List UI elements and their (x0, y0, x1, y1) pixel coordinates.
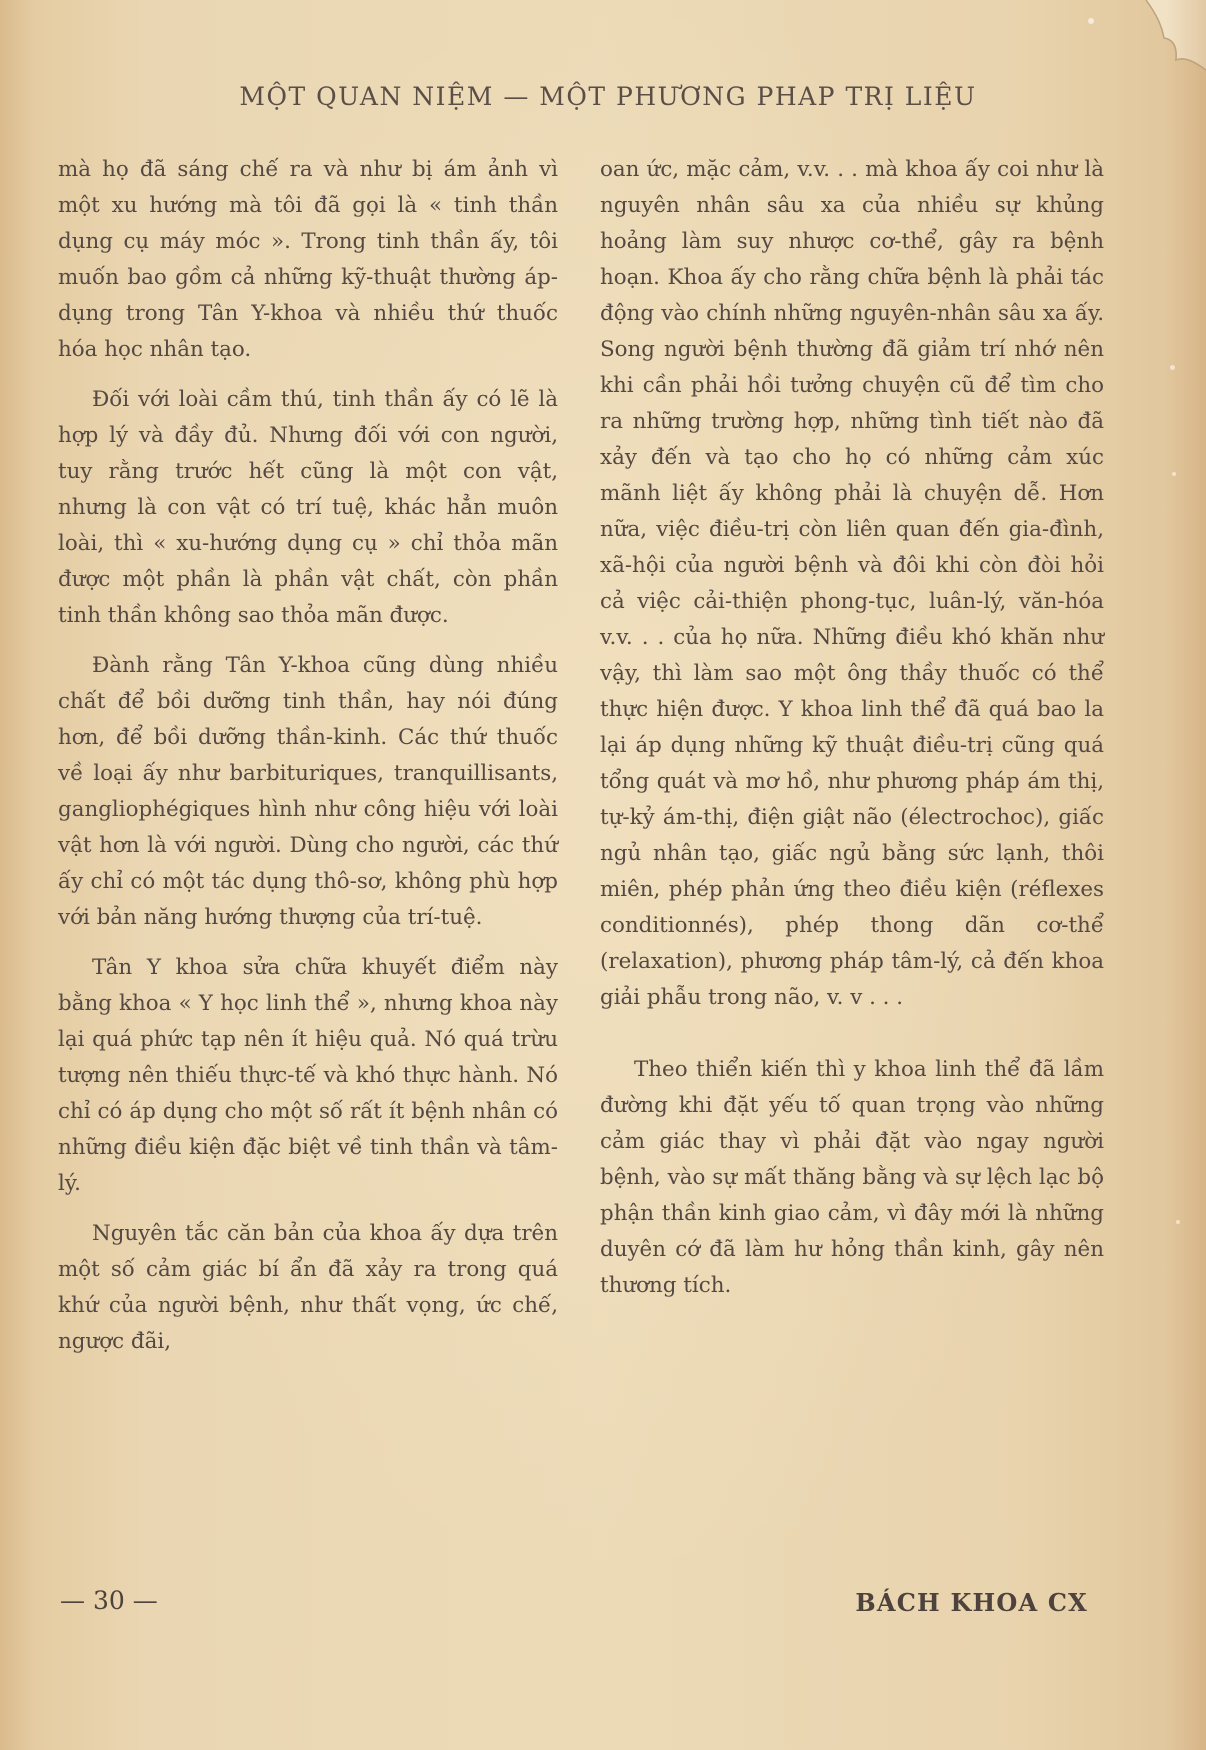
paper-speck (1176, 1220, 1180, 1224)
paragraph: oan ức, mặc cảm, v.v. . . mà khoa ấy coi như là nguyên nhân sâu xa của nhiều sự khủng hoảng làm suy nhược cơ-thể, gây ra bệnh hoạn. Khoa ấy cho rằng chữa bệnh là phải tác động vào chính những nguyên-nhân sâu xa ấy. Song người bệnh thường đã giảm trí nhớ nên khi cần phải hồi tưởng chuyện cũ để tìm cho ra những trường hợp, những tình tiết nào đã xảy đến và tạo cho họ có những cảm xúc mãnh liệt ấy không phải là chuyện dễ. Hơn nữa, việc điều-trị còn liên quan đến gia-đình, xã-hội của người bệnh và đôi khi còn đòi hỏi cả việc cải-thiện phong-tục, luân-lý, văn-hóa v.v. . . của họ nữa. Những điều khó khăn như vậy, thì làm sao một ông thầy thuốc có thể thực hiện được. Y khoa linh thể đã quá bao la lại áp dụng những kỹ thuật điều-trị cũng quá tổng quát và mơ hồ, như phương pháp ám thị, tự-kỷ ám-thị, điện giật não (électrochoc), giấc ngủ nhân tạo, giấc ngủ bằng sức lạnh, thôi miên, phép phản ứng theo điều kiện (réflexes conditionnés), phép thong dãn cơ-thể (relaxation), phương pháp tâm-lý, cả đến khoa giải phẫu trong não, v. v . . . (600, 157, 1104, 1010)
left-text-column (58, 152, 558, 1360)
paragraph: Tân Y khoa sửa chữa khuyết điểm này bằng khoa « Y học linh thể », nhưng khoa này lại quá phức tạp nên ít hiệu quả. Nó quá trừu tượng nên thiếu thực-tế và khó thực hành. Nó chỉ có áp dụng cho một số rất ít bệnh nhân có những điều kiện đặc biệt về tinh thần và tâm-lý. (58, 955, 558, 1196)
paragraph: Theo thiển kiến thì y khoa linh thể đã lầm đường khi đặt yếu tố quan trọng vào những cảm giác thay vì phải đặt vào ngay người bệnh, vào sự mất thăng bằng và sự lệch lạc bộ phận thần kinh giao cảm, vì đây mới là những duyên cớ đã làm hư hỏng thần kinh, gây nên thương tích. (600, 1057, 1104, 1298)
page-number: — 30 — (60, 1586, 158, 1615)
paragraph: Nguyên tắc căn bản của khoa ấy dựa trên một số cảm giác bí ẩn đã xảy ra trong quá khứ của người bệnh, như thất vọng, ức chế, ngược đãi, (58, 1221, 558, 1354)
right-text-column (600, 152, 1104, 1304)
paragraph: mà họ đã sáng chế ra và như bị ám ảnh vì một xu hướng mà tôi đã gọi là « tinh thần dụng cụ máy móc ». Trong tinh thần ấy, tôi muốn bao gồm cả những kỹ-thuật thường áp-dụng trong Tân Y-khoa và nhiều thứ thuốc hóa học nhân tạo. (58, 157, 558, 362)
running-header: MỘT QUAN NIỆM — MỘT PHƯƠNG PHAP TRỊ LIỆU (239, 82, 977, 111)
torn-corner-mark (1116, 0, 1206, 90)
paper-speck (1172, 472, 1176, 476)
paragraph: Đối với loài cầm thú, tinh thần ấy có lẽ là hợp lý và đầy đủ. Nhưng đối với con người, tuy rằng trước hết cũng là một con vật, nhưng là con vật có trí tuệ, khác hẳn muôn loài, thì « xu-hướng dụng cụ » chỉ thỏa mãn được một phần là phần vật chất, còn phần tinh thần không sao thỏa mãn được. (58, 387, 558, 628)
paper-speck (1170, 365, 1175, 370)
paper-speck (1088, 18, 1094, 24)
paragraph: Đành rằng Tân Y-khoa cũng dùng nhiều chất để bồi dưỡng tinh thần, hay nói đúng hơn, để bồi dưỡng thần-kinh. Các thứ thuốc về loại ấy như barbituriques, tranquillisants, gangliophégiques hình như công hiệu với loài vật hơn là với người. Dùng cho người, các thứ ấy chỉ có một tác dụng thô-sơ, không phù hợp với bản năng hướng thượng của trí-tuệ. (58, 653, 558, 930)
magazine-name: BÁCH KHOA CX (855, 1588, 1088, 1617)
